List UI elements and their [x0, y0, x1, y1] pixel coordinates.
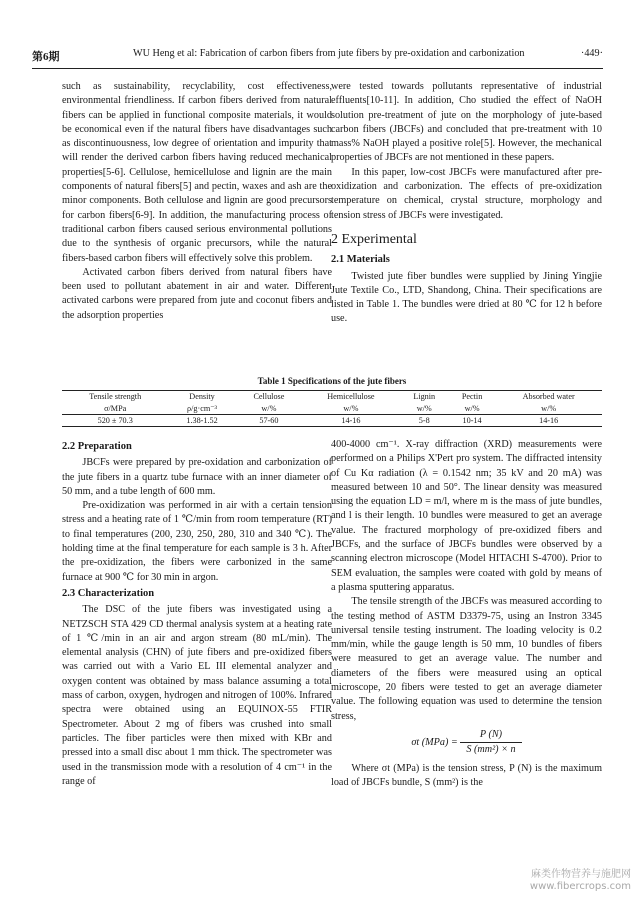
column-right-bottom: [331, 438, 602, 790]
paragraph: JBCFs were prepared by pre-oxidation and carbonization of the jute fibers in a quartz tube furnace with an inner diameter of 50 mm, and a tube length of 600 mm.: [62, 457, 332, 497]
paragraph: Where σt (MPa) is the tension stress, P (N) is the maximum load of JBCFs bundle, S (mm²) is the: [331, 762, 602, 788]
table-header: Density: [168, 391, 235, 403]
table-row: [62, 415, 602, 427]
running-header: [32, 48, 603, 66]
paragraph: 400-4000 cm⁻¹. X-ray diffraction (XRD) measurements were performed on a Philips X'Pert pro system. The diffracted intensity of Cu Kα radiation (λ = 0.1542 nm; 35 kV and 20 mA) was measured between 10 and 50°. The linear density was measured using the equation LD = m/l, where m is the mass of jute bundles, and l is their length. 10 bundles were measured to get an average value. The fractured morphology of pre-oxidized fibers and JBCFs, and the surface of JBCFs bundles were observed by a scanning electron microscope (Model HITACHI S-4700). Prior to SEM evaluation, the samples were coated with gold by means of a plasma sputtering apparatus.: [331, 439, 602, 593]
paragraph: Twisted jute fiber bundles were supplied by Jining Yingjie Jute Textile Co., LTD, Shandong, China. Their specifications are listed in Table 1. The bundles were dried at 80 ℃ for 12 h before use.: [331, 270, 602, 325]
paragraph: such as sustainability, recyclability, cost effectiveness, environmental friendliness. If carbon fibers derived from natural fibers can be applied in functional composite materials, it would be economical even if the natural fibers have disadvantages such as discontinuousness, low degree of orientation and impurity that will render the derived carbon fibers having reduced mechanical properties[5-6]. Cellulose, hemicellulose and lignin are the main components of natural fibers[5] and pectin, waxes and ash are the minor components. Both cellulose and lignin are good precursors for carbon fibers[6-9]. In addition, the manufacturing process of traditional carbon fibers caused serious environmental pollutions due to the synthesis of organic precursors, while the natural fibers-based carbon fibers will effectively solve this problem.: [62, 81, 332, 264]
paragraph: Pre-oxidization was performed in air with a certain tension stress and a heating rate of 1 ℃/min from room temperature (RT) to final temperatures (200, 230, 250, 280, 310 and 340 ℃). The holding time at the final temperature for each sample is 3 h. After the pre-oxidization, the fibers were carbonized in the same furnace at 900 ℃ for 30 min in argon.: [62, 500, 332, 583]
table-title: Table 1 Specifications of the jute fibers: [257, 376, 407, 386]
table-header: Cellulose: [236, 391, 302, 403]
equation-numerator: P (N): [460, 728, 521, 743]
table-header-unit: w/%: [400, 402, 449, 415]
subsection-heading-characterization: 2.3 Characterization: [62, 587, 155, 599]
table-header-unit: w/%: [236, 402, 302, 415]
watermark-line: 麻类作物营养与施肥网: [531, 869, 631, 880]
paragraph: The tensile strength of the JBCFs was measured according to the testing method of ASTM D3379-75, using an Instron 3345 universal tensile testing instrument. The loading velocity is 0.2 mm/min, while the gauge length is 50 mm, 10 bundles of fibers were measured to get an average value. The number and diameters of the fibers were measured using an optical microscope, 20 fibers were tested to get an average diameter value. The following equation was used to determine the tension stress,: [331, 596, 602, 722]
table-header-unit: ρ/g·cm⁻³: [168, 402, 235, 415]
table-cell: 14-16: [495, 415, 602, 427]
running-title: WU Heng et al: Fabrication of carbon fibers from jute fibers by pre-oxidation and carbonization: [133, 48, 525, 59]
table-1: [62, 376, 602, 427]
table-header-unit: w/%: [495, 402, 602, 415]
paragraph: The DSC of the jute fibers was investigated using a NETZSCH STA 429 CD thermal analysis system at a heating rate of 1 ℃/min in an air and argon stream (80 mL/min). The elemental analysis (CHN) of jute fibers and pre-oxidized fibers was carried out with a Vario EL III elemental analyzer and oxygen content was obtained by mass balance assuming a total mass of carbon, oxygen, hydrogen and nitrogen of 100%. Infrared spectra were obtained using an EQUINOX-55 FTIR Spectrometer. About 2 mg of fibers was crushed into small particles. The fiber particles were then mixed with KBr and pressed into a small disc about 1 mm thick. The spectrometer was used in the transmission mode with a resolution of 4 cm⁻¹ in the range of: [62, 604, 332, 787]
issue-number: 第6期: [32, 51, 60, 63]
column-left-bottom: [62, 438, 332, 789]
table-header: Tensile strength: [62, 391, 168, 403]
paragraph: In this paper, low-cost JBCFs were manufactured after pre-oxidization and carbonization. The effects of pre-oxidization temperature on chemical, crystal structure, morphology and tension stress of JBCFs were investigated.: [331, 166, 602, 221]
header-rule: [32, 68, 603, 69]
table-cell: 5-8: [400, 415, 449, 427]
table-header-unit: σ/MPa: [62, 402, 168, 415]
table-header-unit: w/%: [302, 402, 400, 415]
subsection-heading-materials: 2.1 Materials: [331, 254, 390, 266]
paragraph: were tested towards pollutants representative of industrial effluents[10-11]. In addition, Cho studied the effect of NaOH solution pre-treatment of jute on the morphology of jute-based carbon fibers (JBCFs) and concluded that pre-treatment with 10 mass% NaOH played a positive role[5]. However, the mechanical properties of JBCFs are not mentioned in these papers.: [331, 81, 602, 164]
column-right-top: [331, 80, 602, 327]
section-heading-experimental: 2 Experimental: [331, 231, 417, 247]
tension-stress-equation: [331, 728, 602, 758]
table-cell: 1.38-1.52: [168, 415, 235, 427]
equation-lhs: σt (MPa) =: [411, 737, 458, 749]
table-header-unit: w/%: [449, 402, 496, 415]
table-cell: 57-60: [236, 415, 302, 427]
page-number: ·449·: [580, 48, 603, 59]
subsection-heading-preparation: 2.2 Preparation: [62, 441, 132, 452]
watermark-line: www.fibercrops.com: [529, 881, 631, 892]
specifications-table: [62, 390, 602, 427]
table-cell: 14-16: [302, 415, 400, 427]
table-cell: 10-14: [449, 415, 496, 427]
table-header: Lignin: [400, 391, 449, 403]
site-watermark: [530, 869, 631, 893]
table-header: Hemicellulose: [302, 391, 400, 403]
equation-fraction: [460, 728, 521, 758]
table-header: Absorbed water: [495, 391, 602, 403]
table-header: Pectin: [449, 391, 496, 403]
table-cell: 520 ± 70.3: [62, 415, 168, 427]
paragraph: Activated carbon fibers derived from natural fibers have been used to pollutant abatement in air and water. Different activated carbons were prepared from jute and coconut fibers and the adsorption properties: [62, 266, 332, 321]
column-left-top: [62, 80, 332, 323]
equation-denominator: S (mm²) × n: [466, 744, 516, 756]
